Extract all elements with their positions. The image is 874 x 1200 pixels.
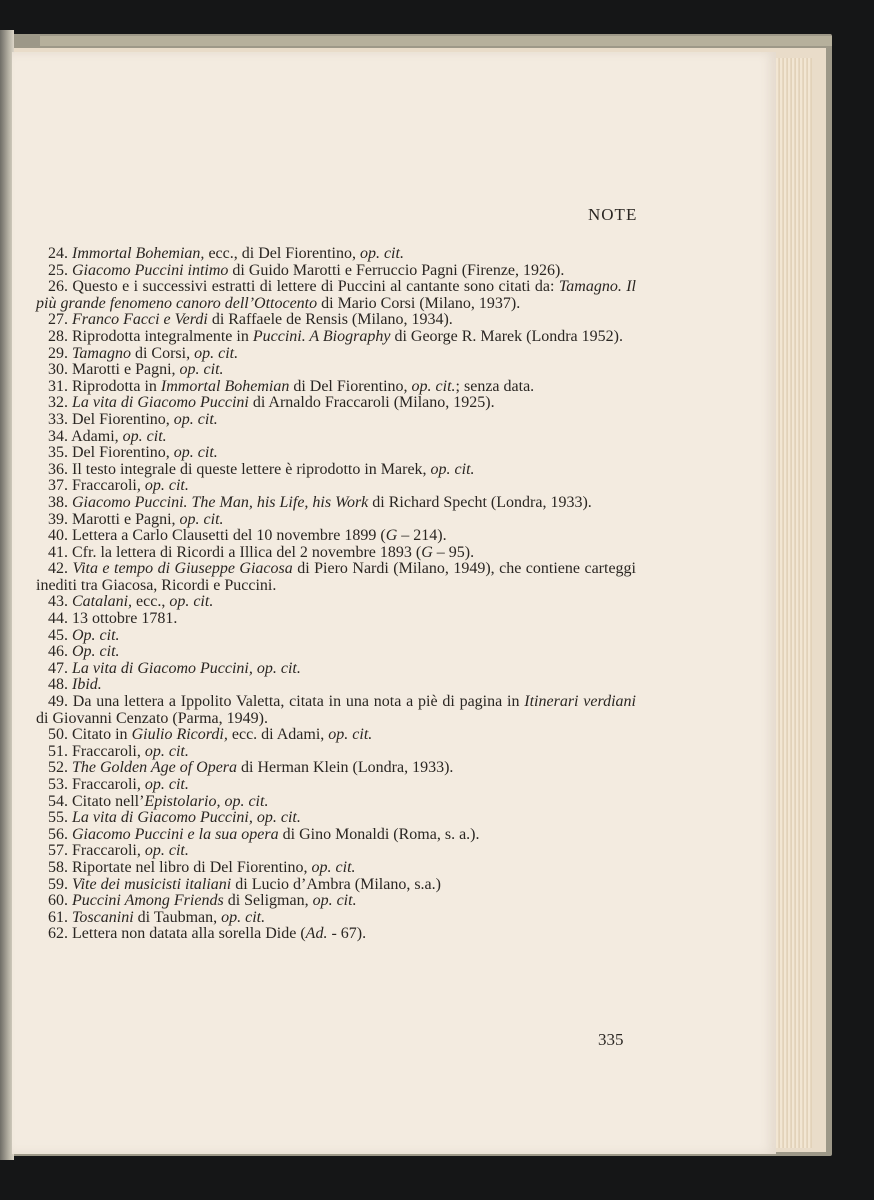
note-italic-text: Tamagno. Il più grande fenomeno canoro dell’Ottocento [36,278,636,312]
note-text: di Gino Monaldi (Roma, s. a.). [278,825,480,843]
note-italic-text: op. cit. [221,908,266,926]
note-number: 57. [48,842,68,860]
note-text: Cfr. la lettera di Ricordi a Illica del 2 novembre 1893 ( [72,543,422,561]
note-text: Del Fiorentino, [72,444,174,462]
note-text: di Giovanni Cenzato (Parma, 1949). [36,709,268,727]
note-number: 36. [48,460,68,478]
note-text: Riportate nel libro di Del Fiorentino, [72,858,312,876]
note-item [36,694,636,727]
note-text: di Seligman, [223,892,313,910]
note-italic-text: G [421,543,433,561]
note-number: 30. [48,361,68,379]
note-italic-text: Puccini. A Biography [252,327,391,345]
note-text: di Corsi, [130,344,195,362]
note-number: 46. [48,643,68,661]
note-text: 13 ottobre 1781. [72,610,178,628]
note-text: Riprodotta integralmente in [72,327,253,345]
note-item [36,744,636,761]
note-number: 31. [48,377,68,395]
note-italic-text: Giacomo Puccini e la sua opera [72,825,279,843]
note-text: Lettera a Carlo Clausetti del 10 novembre 1899 ( [72,527,386,545]
note-number: 38. [48,493,68,511]
note-italic-text: op. cit. [144,742,189,760]
note-item [36,462,636,479]
note-italic-text: op. cit. [169,593,214,611]
note-item [36,528,636,545]
note-italic-text: op. cit. [256,659,301,677]
note-italic-text: The Golden Age of Opera [72,759,238,777]
note-number: 47. [48,659,68,677]
note-item [36,661,636,678]
note-number: 58. [48,858,68,876]
note-italic-text: Giacomo Puccini intimo [72,261,229,279]
note-item [36,395,636,412]
note-item [36,429,636,446]
note-italic-text: Immortal Bohemian, [72,245,205,262]
note-italic-text: G [385,527,398,545]
note-item [36,877,636,894]
note-text: Citato in [72,726,132,744]
note-number: 62. [48,925,68,943]
note-text: ecc. di Adami, [227,726,329,744]
note-text: Questo e i successivi estratti di lettere di Puccini al cantante sono citati da: [72,278,559,296]
note-italic-text: op. cit. [430,460,475,478]
note-text: Riprodotta in [72,377,161,395]
note-number: 29. [48,344,68,362]
note-item [36,910,636,927]
note-italic-text: Immortal Bohemian [160,377,290,395]
note-number: 28. [48,327,68,345]
note-text: Da una lettera a Ippolito Valetta, citata in una nota a piè di pagina in [72,693,525,711]
note-italic-text: Giacomo Puccini. The Man, his Life, his Work [72,493,369,511]
note-italic-text: op. cit. [144,477,189,495]
note-italic-text: Op. cit. [72,643,120,661]
note-italic-text: La vita di Giacomo Puccini, [72,659,253,677]
note-italic-text: op. cit. [144,842,189,860]
note-italic-text: Op. cit. [72,626,120,644]
note-item [36,362,636,379]
note-italic-text: op. cit. [312,892,357,910]
note-text: di George R. Marek (Londra 1952). [390,327,623,345]
note-number: 35. [48,444,68,462]
note-number: 56. [48,825,68,843]
note-text: di Raffaele de Rensis (Milano, 1934). [207,311,453,329]
note-number: 51. [48,742,68,760]
note-text: di Mario Corsi (Milano, 1937). [317,294,521,312]
notes-list [36,246,636,943]
note-italic-text: La vita di Giacomo Puccini, [72,809,253,827]
note-text: di Arnaldo Fraccaroli (Milano, 1925). [248,394,495,412]
note-item [36,329,636,346]
note-italic-text: op. cit. [173,444,218,462]
note-italic-text: Puccini Among Friends [72,892,224,910]
note-number: 34. [48,427,68,445]
note-number: 25. [48,261,68,279]
note-item [36,893,636,910]
note-text: Fraccaroli, [72,477,145,495]
note-text: - 67). [327,925,367,943]
note-item [36,312,636,329]
note-item [36,545,636,562]
note-number: 39. [48,510,68,528]
note-item [36,827,636,844]
note-number: 55. [48,809,68,827]
note-text: Citato nell’ [72,792,145,810]
note-text: Marotti e Pagni, [72,510,180,528]
note-text: Il testo integrale di queste lettere è riprodotto in Marek, [72,460,431,478]
note-number: 33. [48,410,68,428]
note-text: di Lucio d’Ambra (Milano, s.a.) [231,875,441,893]
note-number: 42. [48,560,68,578]
note-number: 52. [48,759,68,777]
note-item [36,346,636,363]
note-text: di Richard Specht (Londra, 1933). [368,493,592,511]
note-item [36,379,636,396]
note-number: 37. [48,477,68,495]
note-item [36,644,636,661]
note-italic-text: Toscanini [72,908,134,926]
note-item [36,843,636,860]
note-italic-text: op. cit. [224,792,269,810]
running-header: NOTE [588,205,638,224]
note-item [36,727,636,744]
note-text: – 95). [432,543,475,561]
note-text: Fraccaroli, [72,842,145,860]
note-item [36,279,636,312]
note-text: Fraccaroli, [72,742,145,760]
note-number: 43. [48,593,68,611]
note-item [36,445,636,462]
note-item [36,760,636,777]
note-text: di Del Fiorentino, [289,377,412,395]
note-item [36,628,636,645]
note-number: 61. [48,908,68,926]
note-item [36,810,636,827]
note-italic-text: op. cit. [328,726,373,744]
note-item [36,594,636,611]
note-text: di Piero Nardi (Milano, 1949), che contiene carteggi inediti tra Giacosa, Ricordi e Puccini. [36,560,636,594]
note-number: 59. [48,875,68,893]
note-item [36,561,636,594]
note-text: ecc., [132,593,170,611]
note-number: 54. [48,792,68,810]
note-italic-text: Vita e tempo di Giuseppe Giacosa [72,560,293,578]
note-text: – 214). [397,527,447,545]
note-number: 32. [48,394,68,412]
note-italic-text: Itinerari verdiani [524,693,637,711]
note-italic-text: Franco Facci e Verdi [72,311,208,329]
note-item [36,495,636,512]
note-item [36,677,636,694]
note-italic-text: op. cit. [411,377,456,395]
note-item [36,926,636,943]
note-italic-text: op. cit. [359,245,404,262]
note-number: 50. [48,726,68,744]
note-number: 60. [48,892,68,910]
note-item [36,794,636,811]
note-item [36,263,636,280]
note-text: Marotti e Pagni, [72,361,180,379]
note-text: Adami, [71,427,123,445]
note-number: 24. [48,245,68,262]
note-italic-text: Vite dei musicisti italiani [72,875,232,893]
note-italic-text: op. cit. [122,427,167,445]
note-italic-text: op. cit. [194,344,239,362]
cover-edge [40,36,832,46]
note-italic-text: Ad. [305,925,328,943]
note-number: 48. [48,676,68,694]
note-italic-text: op. cit. [179,361,224,379]
note-italic-text: op. cit. [173,410,218,428]
note-item [36,512,636,529]
note-italic-text: Epistolario, [144,792,221,810]
note-text: Del Fiorentino, [72,410,174,428]
page-number: 335 [598,1030,624,1049]
note-number: 45. [48,626,68,644]
note-text: Lettera non datata alla sorella Dide ( [72,925,306,943]
note-text: di Guido Marotti e Ferruccio Pagni (Firenze, 1926). [228,261,565,279]
note-item [36,777,636,794]
note-text: di Herman Klein (Londra, 1933). [237,759,454,777]
note-number: 27. [48,311,68,329]
note-italic-text: op. cit. [311,858,356,876]
note-text: ; senza data. [455,377,535,395]
note-number: 26. [48,278,68,296]
note-item [36,611,636,628]
note-italic-text: Catalani, [72,593,133,611]
note-italic-text: op. cit. [256,809,301,827]
note-italic-text: Tamagno [72,344,131,362]
note-italic-text: op. cit. [179,510,224,528]
note-text: Fraccaroli, [72,776,145,793]
note-number: 40. [48,527,68,545]
note-number: 49. [48,693,68,711]
note-number: 53. [48,776,68,793]
note-number: 41. [48,543,68,561]
note-italic-text: Ibid. [72,676,102,694]
note-item [36,246,636,263]
note-item [36,412,636,429]
note-italic-text: Giulio Ricordi, [131,726,228,744]
note-italic-text: op. cit. [144,776,189,793]
note-item [36,478,636,495]
note-number: 44. [48,610,68,628]
note-item [36,860,636,877]
note-text: ecc., di Del Fiorentino, [204,245,360,262]
note-italic-text: La vita di Giacomo Puccini [72,394,249,412]
note-text: di Taubman, [133,908,222,926]
